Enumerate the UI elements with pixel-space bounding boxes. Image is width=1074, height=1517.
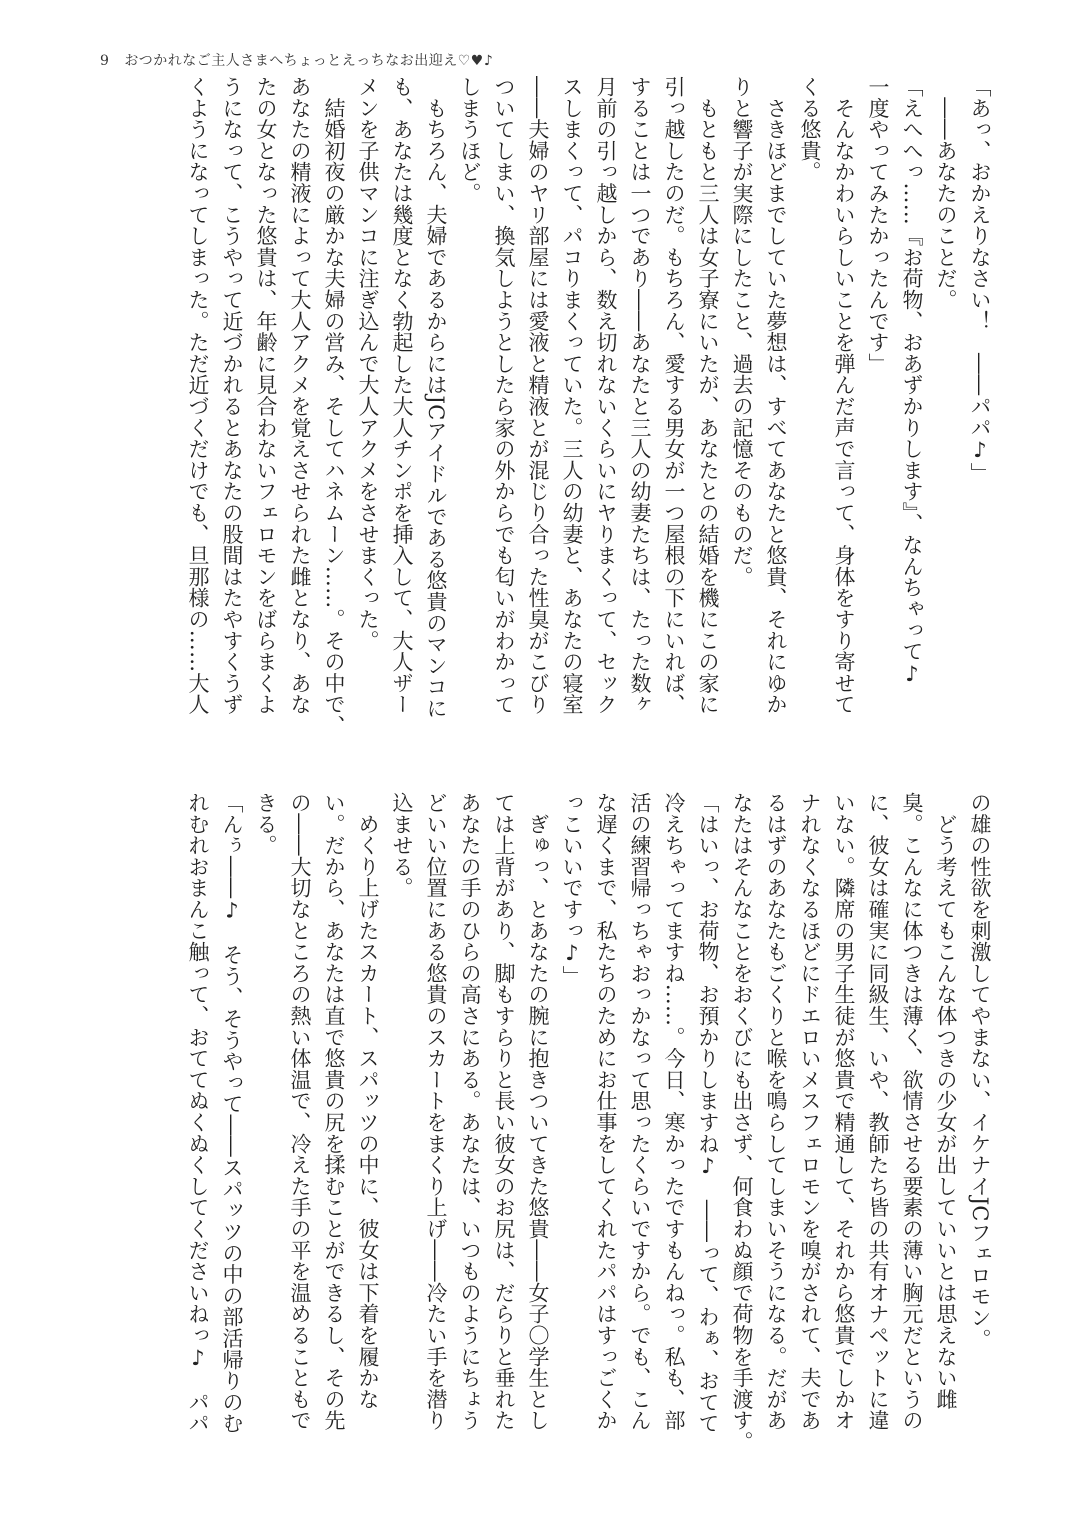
text-line: そんなかわいらしいことを弾んだ声で言って、身体をすり寄せて <box>832 76 856 715</box>
text-line: めくり上げたスカート、スパッツの中に、彼女は下着を履かな <box>356 792 380 1410</box>
text-line: ナれなくなるほどにドエロいメスフェロモンを嗅がされて、夫であ <box>798 792 822 1431</box>
text-line: 「はいっ、お荷物、お預かりしますね♪ ――って、わぁ、おてて <box>696 792 720 1434</box>
text-line: どう考えてもこんな体つきの少女が出していいとは思えない雌 <box>934 792 958 1410</box>
text-line: どいい位置にある悠貴のスカートをまくり上げ――冷たい手を潜り <box>424 792 448 1431</box>
text-block-top <box>181 76 997 736</box>
text-line: なたはそんなことをおくびにも出さず、何食わぬ顔で荷物を手渡す。 <box>730 792 754 1453</box>
text-line: ――夫婦のヤリ部屋には愛液と精液とが混じり合った性臭がこびり <box>526 76 550 715</box>
text-line: りと響子が実際にしたこと、過去の記憶そのものだ。 <box>730 76 754 588</box>
text-line: たの女となった悠貴は、年齢に見合わないフェロモンをばらまくよ <box>254 76 278 715</box>
chapter-title: おつかれなご主人さまへちょっとえっちなお出迎え♡♥♪ <box>124 53 494 69</box>
text-line: 「んぅ――♪ そう、そうやって――スパッツの中の部活帰りのむ <box>220 792 244 1434</box>
text-line: もともと三人は女子寮にいたが、あなたとの結婚を機にこの家に <box>696 76 720 715</box>
text-line: 活の練習帰っちゃおっかなって思ったくらいですから。でも、こん <box>628 792 652 1431</box>
text-line: することは一つであり――あなたと三人の幼妻たちは、たった数ヶ <box>628 76 652 715</box>
text-line: きる。 <box>254 792 278 856</box>
text-line: さきほどまでしていた夢想は、すべてあなたと悠貴、それにゆか <box>764 76 788 715</box>
text-line: れむれおまんこ触って、おててぬくぬくしてくださいねっ♪ パパ <box>186 792 210 1434</box>
text-line: に、彼女は確実に同級生、いや、教師たち皆の共有オナペットに違 <box>866 792 890 1431</box>
text-line: スしまくって、パコりまくっていた。三人の幼妻と、あなたの寝室 <box>560 76 584 715</box>
text-line: あなたの精液によって大人アクメを覚えさせられた雌となり、あな <box>288 76 312 715</box>
text-line: くる悠貴。 <box>798 76 822 183</box>
text-line: 引っ越したのだ。もちろん、愛する男女が一つ屋根の下にいれば、 <box>662 76 686 715</box>
text-line: ついてしまい、換気しようとしたら家の外からでも匂いがわかって <box>492 76 516 715</box>
text-line: 月前の引っ越しから、数え切れないくらいにヤりまくって、セック <box>594 76 618 715</box>
text-line: い。だから、あなたは直で悠貴の尻を揉むことができるし、その先 <box>322 792 346 1431</box>
text-line: メンを子供マンコに注ぎ込んで大人アクメをさせまくった。 <box>356 76 380 652</box>
text-line: あなたの手のひらの高さにある。あなたは、いつものようにちょう <box>458 792 482 1431</box>
text-block-bottom <box>181 792 997 1452</box>
text-line: いない。隣席の男子生徒が悠貴で精通して、それから悠貴でしかオ <box>832 792 856 1431</box>
text-line: ぎゅっ、とあなたの腕に抱きついてきた悠貴――女子〇学生とし <box>526 792 550 1431</box>
text-line: しまうほど。 <box>458 76 482 204</box>
text-line: っこいいですっ♪」 <box>560 792 584 987</box>
text-line: るはずのあなたもごくりと喉を鳴らしてしまいそうになる。だがあ <box>764 792 788 1431</box>
running-header <box>100 50 493 70</box>
text-line: くようになってしまった。ただ近づくだけでも、旦那様の……大人 <box>186 76 210 715</box>
text-line: の雄の性欲を刺激してやまない、イケナイJCフェロモン。 <box>968 792 992 1350</box>
text-line: 「えへへっ……『お荷物、おあずかりします』、なんちゃって♪ <box>900 76 924 687</box>
text-line: 結婚初夜の厳かな夫婦の営み、そしてハネムーン……。その中で、 <box>322 76 346 737</box>
text-line: も、あなたは幾度となく勃起した大人チンポを挿入して、大人ザー <box>390 76 414 715</box>
text-line: 一度やってみたかったんです」 <box>866 76 890 375</box>
text-line: 冷えちゃってますね……。今日、寒かったですもんねっ。私も、部 <box>662 792 686 1431</box>
text-line: 「あっ、おかえりなさい！ ――パパ♪」 <box>968 76 992 484</box>
text-line: ――あなたのことだ。 <box>934 76 958 311</box>
text-line: もちろん、夫婦であるからにはJCアイドルである悠貴のマンコに <box>424 76 448 719</box>
text-line: ては上背があり、脚もすらりと長い彼女のお尻は、だらりと垂れた <box>492 792 516 1431</box>
page-number: 9 <box>100 53 110 69</box>
text-line: な遅くまで、私たちのためにお仕事をしてくれたパパはすっごくか <box>594 792 618 1431</box>
text-line: 込ませる。 <box>390 792 414 899</box>
text-line: の――大切なところの熱い体温で、冷えた手の平を温めることもで <box>288 792 312 1431</box>
text-line: うになって、こうやって近づかれるとあなたの股間はたやすくうず <box>220 76 244 715</box>
text-line: 臭。こんなに体つきは薄く、欲情させる要素の薄い胸元だというの <box>900 792 924 1431</box>
